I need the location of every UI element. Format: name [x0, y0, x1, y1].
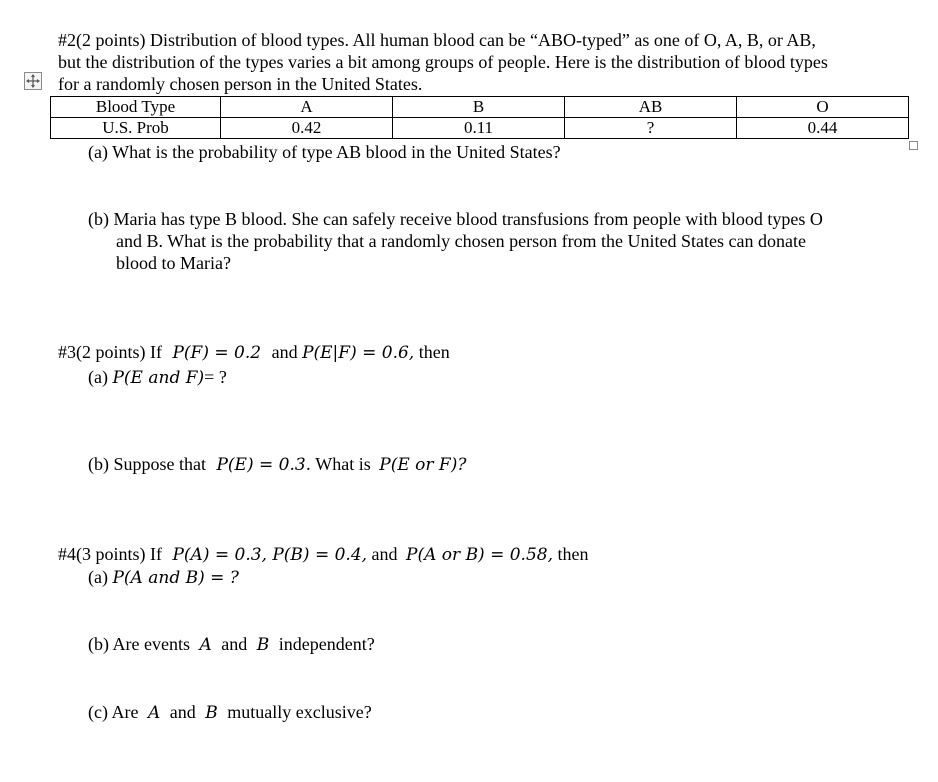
table-cell: U.S. Prob: [51, 118, 221, 139]
table-cell: A: [221, 97, 393, 118]
q3-prefix: #3(2 points) If: [58, 342, 162, 362]
q3-then: then: [418, 342, 450, 362]
q3-a-tail: = ?: [204, 367, 227, 387]
q4-part-c: [88, 701, 372, 724]
q3-part-b: [88, 453, 466, 476]
table-resize-icon[interactable]: [909, 141, 918, 150]
q4-a-expr: P(A and B) = ?: [112, 568, 239, 588]
q3-a-expr: P(E and F): [112, 368, 205, 388]
q4-prefix: #4(3 points) If: [58, 544, 162, 564]
q4-c-pre: (c) Are: [88, 702, 139, 722]
q4-then: then: [557, 544, 589, 564]
q3-b-expr1: P(E) = 0.3.: [216, 455, 312, 475]
q2-line3: for a randomly chosen person in the United States.: [58, 74, 423, 94]
blood-type-table: [50, 96, 909, 139]
q2-part-a: (a) What is the probability of type AB blood in the United States?: [88, 142, 561, 162]
q4-b-and: and: [221, 634, 248, 654]
table-row: [51, 118, 909, 139]
q4-part-b: [88, 633, 375, 656]
q4-b-B: B: [256, 635, 270, 655]
table-cell: 0.42: [221, 118, 393, 139]
q2-part-b-line3: blood to Maria?: [116, 253, 231, 273]
q3-part-a: [88, 366, 227, 389]
q3-b-mid: What is: [315, 454, 371, 474]
q4-b-A: A: [199, 635, 212, 655]
table-cell: B: [393, 97, 565, 118]
q2-part-b-line2: and B. What is the probability that a randomly chosen person from the United States can donate: [116, 231, 806, 251]
table-move-icon[interactable]: [24, 72, 42, 90]
q2-part-b-line1: (b) Maria has type B blood. She can safely receive blood transfusions from people with blood types O: [88, 209, 823, 229]
q4-c-A: A: [147, 703, 161, 723]
q4-stem: [58, 543, 589, 566]
table-cell: O: [737, 97, 909, 118]
q4-c-B: B: [205, 703, 218, 723]
q3-b-expr2: P(E or F)?: [379, 455, 467, 475]
q4-b-post: independent?: [278, 634, 375, 654]
q2-line1: #2(2 points) Distribution of blood types. All human blood can be “ABO-typed” as one of O, A, B, or AB,: [58, 30, 816, 50]
q4-c-post: mutually exclusive?: [227, 702, 372, 722]
q3-stem: [58, 341, 450, 364]
table-header-row: [51, 97, 909, 118]
table-cell: ?: [565, 118, 737, 139]
q4-b-pre: (b) Are events: [88, 634, 190, 654]
q4-part-a: [88, 566, 239, 589]
q3-a-label: (a): [88, 367, 108, 387]
q4-c-and: and: [169, 702, 196, 722]
q3-b-label: (b) Suppose that: [88, 454, 206, 474]
table-cell: AB: [565, 97, 737, 118]
table-cell: 0.11: [393, 118, 565, 139]
table-cell: Blood Type: [51, 97, 221, 118]
q4-and: and: [371, 544, 398, 564]
table-cell: 0.44: [737, 118, 909, 139]
q4-expr2: P(A or B) = 0.58,: [406, 545, 553, 565]
q4-a-label: (a): [88, 567, 108, 587]
q3-expr-pef: P(E|F) = 0.6,: [302, 343, 415, 363]
q3-and: and: [271, 342, 298, 362]
q4-expr: P(A) = 0.3, P(B) = 0.4,: [172, 545, 368, 565]
q3-expr-pf: P(F) = 0.2: [172, 343, 262, 363]
q2-line2: but the distribution of the types varies a bit among groups of people. Here is the distribution of blood types: [58, 52, 828, 72]
